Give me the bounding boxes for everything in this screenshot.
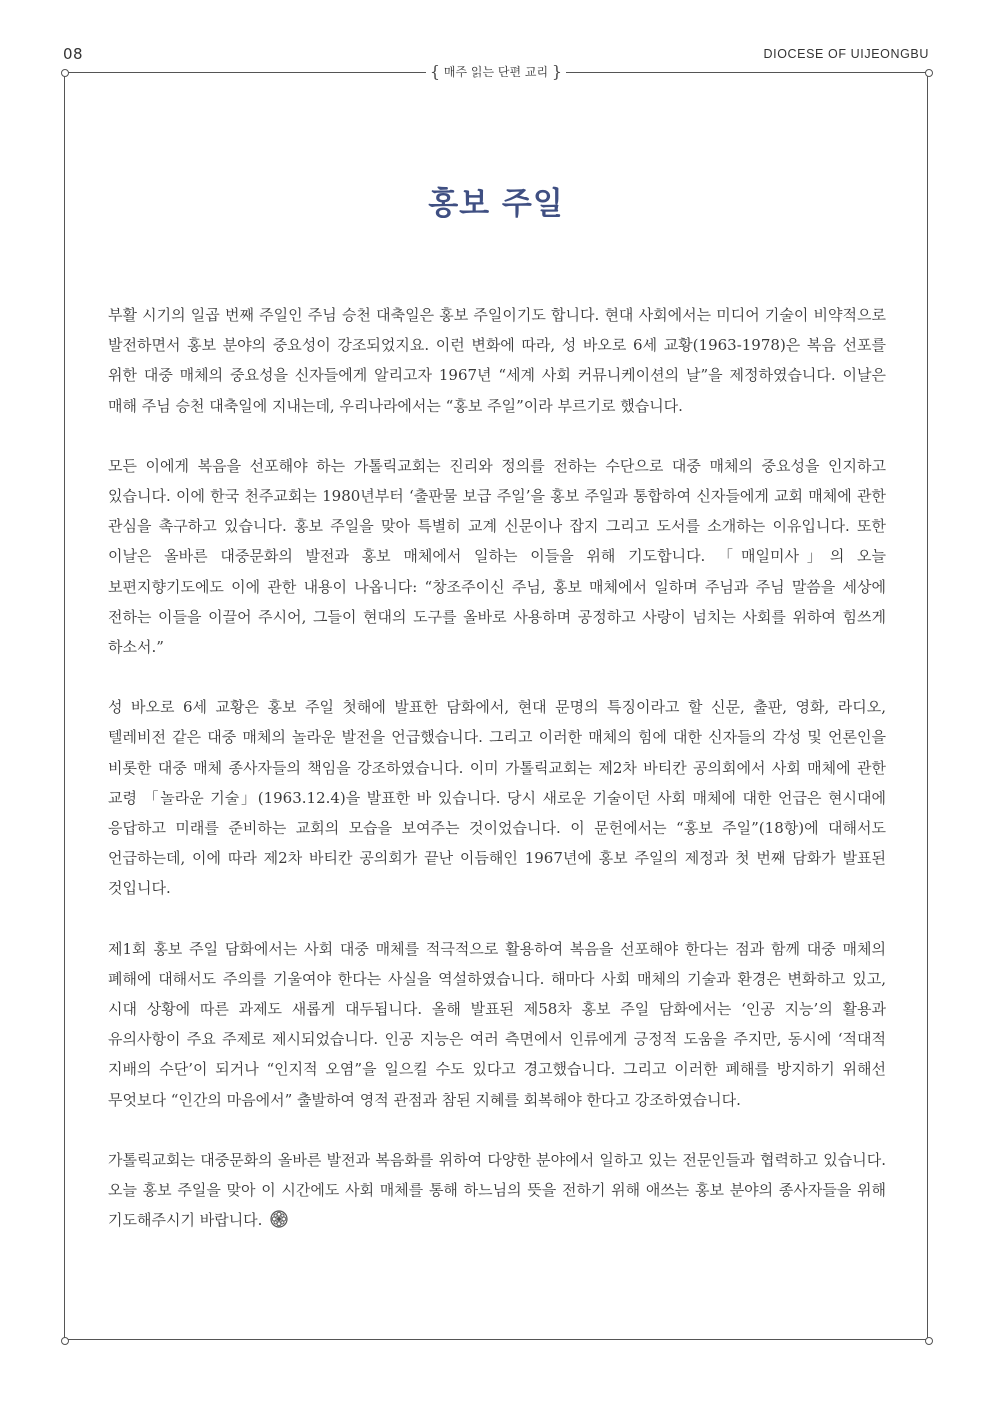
paragraph-4: 제1회 홍보 주일 담화에서는 사회 대중 매체를 적극적으로 활용하여 복음을 선포해야 한다는 점과 함께 대중 매체의 폐해에 대해서도 주의를 기울여야 한다는 사실을 역설하였습니다. 해마다 사회 매체의 기술과 환경은 변화하고 있고, 시대 상황에 따른 과제도 새롭게 대두됩니다. 올해 발표된 제58차 홍보 주일 담화에서는 ‘인공 지능’의 활용과 유의사항이 주요 주제로 제시되었습니다. 인공 지능은 여러 측면에서 인류에게 긍정적 도움을 주지만, 동시에 ‘적대적 지배의 수단’이 되거나 “인지적 오염”을 일으킬 수도 있다고 경고했습니다. 그리고 이러한 폐해를 방지하기 위해선 무엇보다 “인간의 마음에서” 출발하여 영적 관점과 참된 지혜를 회복해야 한다고 강조하였습니다. (108, 939, 886, 1109)
corner-dot-bottom-right (925, 1337, 933, 1345)
page-number: 08 (63, 45, 84, 63)
paragraph-3: 성 바오로 6세 교황은 홍보 주일 첫해에 발표한 담화에서, 현대 문명의 특징이라고 할 신문, 출판, 영화, 라디오, 텔레비전 같은 대중 매체의 놀라운 발전을 언급했습니다. 그리고 이러한 매체의 힘에 대한 신자들의 각성 및 언론인을 비롯한 대중 매체 종사자들의 책임을 강조하였습니다. 이미 가톨릭교회는 제2차 바티칸 공의회에서 사회 매체에 관한 교령 「놀라운 기술」(1963.12.4)을 발표한 바 있습니다. 당시 새로운 기술이던 사회 매체에 대한 언급은 현시대에 응답하고 미래를 준비하는 교회의 모습을 보여주는 것이었습니다. 이 문헌에서는 “홍보 주일”(18항)에 대해서도 언급하는데, 이에 따라 제2차 바티칸 공의회가 끝난 이듬해인 1967년에 홍보 주일의 제정과 첫 번째 담화가 발표된 것입니다. (108, 698, 886, 898)
corner-dot-bottom-left (61, 1337, 69, 1345)
diocese-label: DIOCESE OF UIJEONGBU (763, 47, 929, 61)
paragraph-5 (108, 1145, 886, 1239)
paragraph-5-text: 가톨릭교회는 대중문화의 올바른 발전과 복음화를 위하여 다양한 분야에서 일하고 있는 전문인들과 협력하고 있습니다. 오늘 홍보 주일을 맞아 이 시간에도 사회 매체를 통해 하느님의 뜻을 전하기 위해 애쓰는 홍보 분야의 종사자들을 위해 기도해주시기 바랍니다. (108, 1150, 886, 1230)
paragraph-1: 부활 시기의 일곱 번째 주일인 주님 승천 대축일은 홍보 주일이기도 합니다. 현대 사회에서는 미디어 기술이 비약적으로 발전하면서 홍보 분야의 중요성이 강조되었지요. 이런 변화에 따라, 성 바오로 6세 교황(1963-1978)은 복음 선포를 위한 대중 매체의 중요성을 신자들에게 알리고자 1967년 “세계 사회 커뮤니케이션의 날”을 제정하였습니다. 이날은 매해 주님 승천 대축일에 지내는데, 우리나라에서는 “홍보 주일”이라 부르기로 했습니다. (108, 306, 886, 415)
paragraph-2: 모든 이에게 복음을 선포해야 하는 가톨릭교회는 진리와 정의를 전하는 수단으로 대중 매체의 중요성을 인지하고 있습니다. 이에 한국 천주교회는 1980년부터 ‘출판물 보급 주일’을 홍보 주일과 통합하여 신자들에게 교회 매체에 관한 관심을 촉구하고 있습니다. 홍보 주일을 맞아 특별히 교계 신문이나 잡지 그리고 도서를 소개하는 이유입니다. 또한 이날은 올바른 대중문화의 발전과 홍보 매체에서 일하는 이들을 위해 기도합니다. 「매일미사」의 오늘 보편지향기도에도 이에 관한 내용이 나옵니다: “창조주이신 주님, 홍보 매체에서 일하며 주님과 주님 말씀을 세상에 전하는 이들을 이끌어 주시어, 그들이 현대의 도구를 올바로 사용하며 공정하고 사랑이 넘치는 사회를 위하여 힘쓰게 하소서.” (108, 456, 886, 657)
brace-close: } (551, 62, 563, 81)
section-label-text: 매주 읽는 단편 교리 (443, 65, 549, 79)
brace-open: { (429, 62, 441, 81)
article-title: 홍보 주일 (428, 186, 564, 222)
corner-dot-top-right (925, 69, 933, 77)
corner-dot-top-left (61, 69, 69, 77)
article-body (108, 300, 886, 1268)
frame-top-line-left (64, 72, 426, 73)
section-label (426, 62, 566, 81)
flower-ornament-icon (270, 1208, 288, 1238)
frame-top-line-right (566, 72, 928, 73)
